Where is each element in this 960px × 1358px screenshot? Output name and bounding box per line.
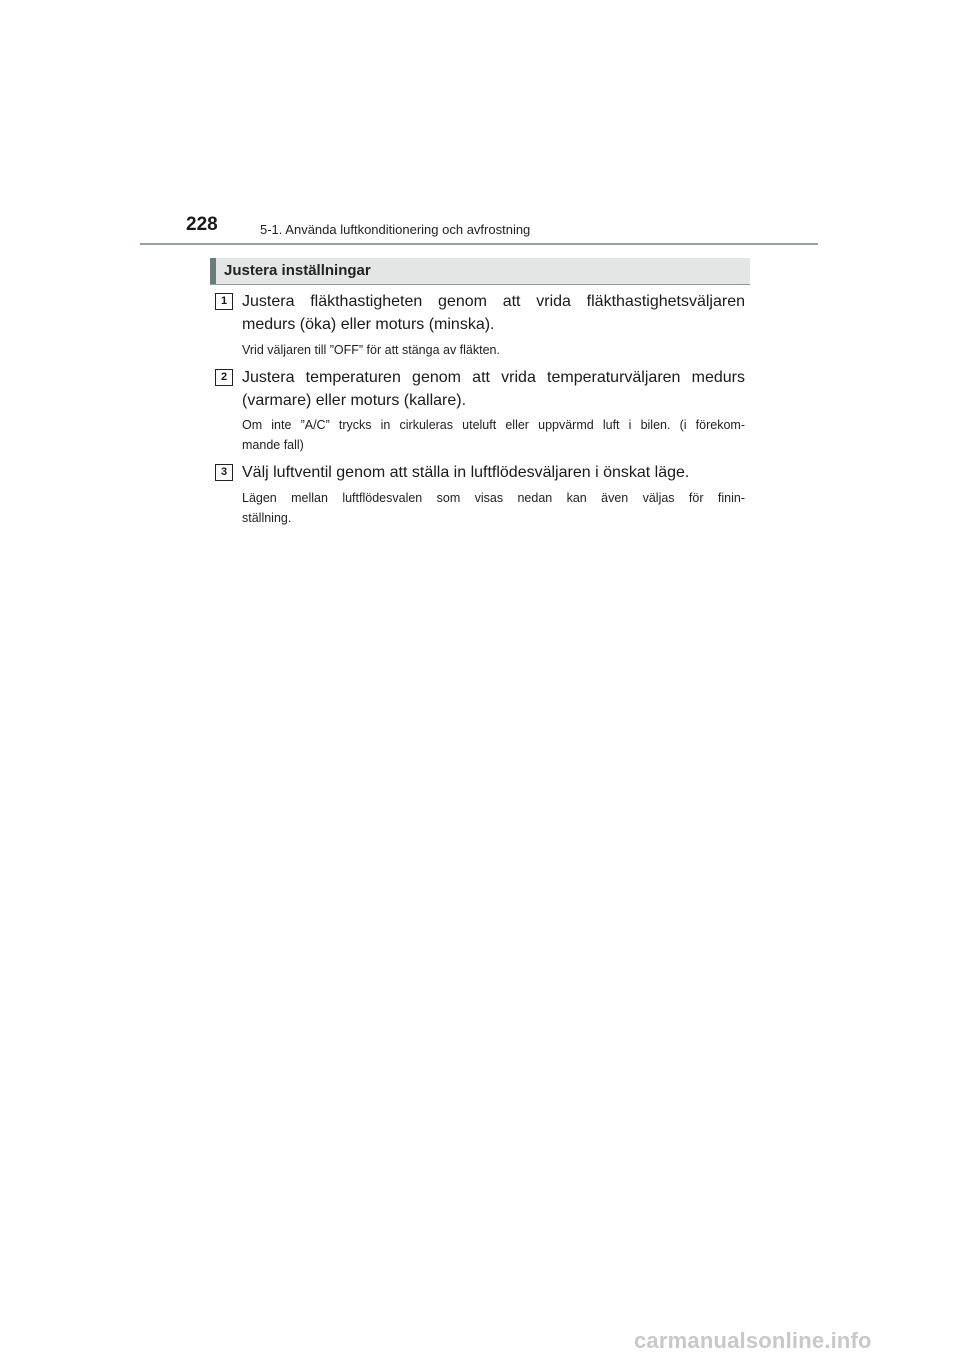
step-3-note-line1: Lägen mellan luftflödesvalen som visas nedan kan även väljas för finin- bbox=[242, 491, 745, 505]
page-number: 228 bbox=[186, 214, 218, 235]
page-header bbox=[186, 214, 826, 244]
step-2-text-line1: Justera temperaturen genom att vrida temperaturväljaren medurs bbox=[242, 369, 745, 386]
step-2-note bbox=[242, 415, 745, 455]
header-divider bbox=[140, 243, 818, 245]
section-heading-bar bbox=[210, 258, 750, 285]
step-2-text-line2: (varmare) eller moturs (kallare). bbox=[242, 392, 467, 409]
section-accent bbox=[210, 258, 216, 284]
chapter-title: 5-1. Använda luftkonditionering och avfrostning bbox=[260, 222, 531, 237]
step-3-text: Välj luftventil genom att ställa in luftflödesväljaren i önskat läge. bbox=[242, 464, 690, 481]
site-watermark: carmanualsonline.info bbox=[634, 1328, 872, 1353]
step-number-2: 2 bbox=[215, 369, 233, 386]
step-1-text-line1: Justera fläkthastigheten genom att vrida fläkthastighetsväljaren bbox=[242, 293, 745, 310]
step-1-note: Vrid väljaren till ”OFF” för att stänga av fläkten. bbox=[242, 343, 500, 357]
step-3-note-line2: ställning. bbox=[242, 511, 292, 525]
step-1-text-line2: medurs (öka) eller moturs (minska). bbox=[242, 316, 495, 333]
step-2-note-line1: Om inte ”A/C” trycks in cirkuleras uteluft eller uppvärmd luft i bilen. (i förekom- bbox=[242, 418, 745, 432]
step-2-note-line2: mande fall) bbox=[242, 438, 304, 452]
step-1-text bbox=[242, 290, 745, 336]
section-title: Justera inställningar bbox=[224, 262, 371, 279]
step-number-3: 3 bbox=[215, 464, 233, 481]
step-number-1: 1 bbox=[215, 293, 233, 310]
step-2-text bbox=[242, 366, 745, 412]
step-3-note bbox=[242, 488, 745, 528]
